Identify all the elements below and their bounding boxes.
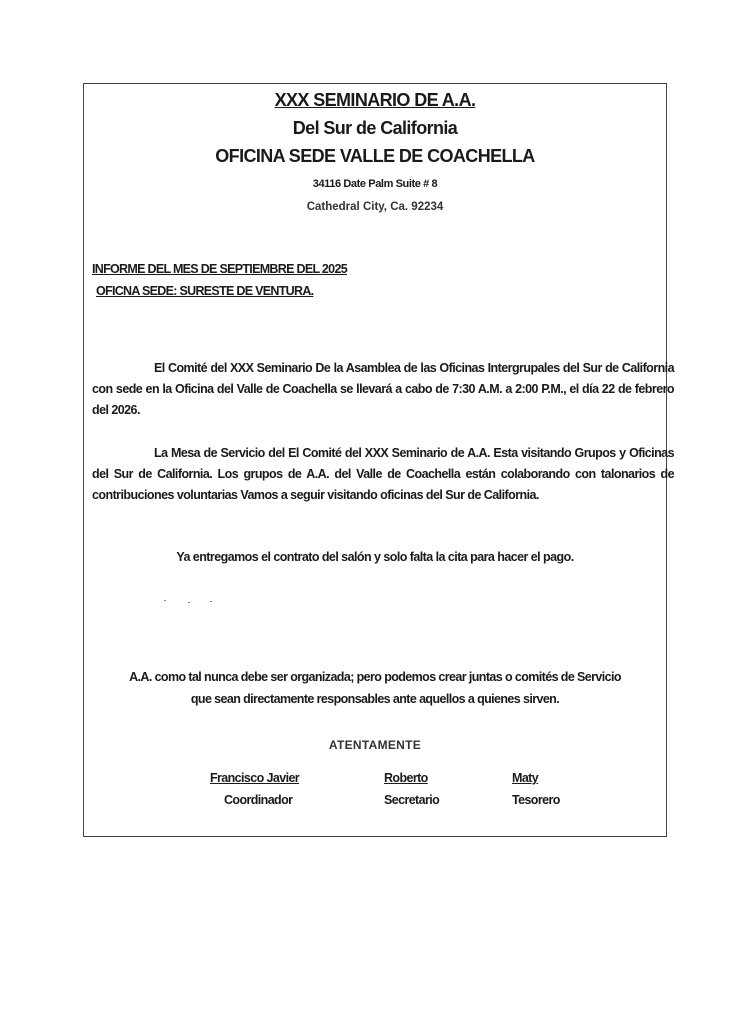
motto-line-2: que sean directamente responsables ante aquellos a quienes sirven. xyxy=(190,692,560,706)
paragraph-3: Ya entregamos el contrato del salón y solo falta la cita para hacer el pago. xyxy=(176,550,574,564)
signature-role: Secretario xyxy=(384,793,440,807)
motto-line-1: A.A. como tal nunca debe ser organizada; pero podemos crear juntas o comités de Servicio xyxy=(129,670,621,684)
header-subtitle: Del Sur de California xyxy=(292,118,458,138)
closing-text: ATENTAMENTE xyxy=(328,738,422,752)
signature-name: Roberto xyxy=(384,771,428,785)
signature-role: Tesorero xyxy=(512,793,560,807)
header-city: Cathedral City, Ca. 92234 xyxy=(306,201,444,213)
header-office: OFICINA SEDE VALLE DE COACHELLA xyxy=(215,146,535,166)
signature-role: Coordinador xyxy=(224,793,293,807)
paragraph-2: La Mesa de Servicio del El Comité del XXX Seminario de A.A. Esta visitando Grupos y Oficinas del Sur de California. Los grupos de A.A. del Valle de Coachella están colaborando con talonarios de contribuciones voluntarias Vamos a seguir visitando oficinas del Sur de California. xyxy=(92,446,674,502)
letter-frame xyxy=(83,83,674,837)
scan-specks xyxy=(160,597,220,609)
report-office: OFICNA SEDE: SURESTE DE VENTURA. xyxy=(96,284,314,298)
signature-name: Maty xyxy=(512,771,539,785)
header-address: 34116 Date Palm Suite # 8 xyxy=(312,178,438,190)
report-title: INFORME DEL MES DE SEPTIEMBRE DEL 2025 xyxy=(92,262,347,276)
signature-name: Francisco Javier xyxy=(210,771,300,785)
paragraph-1: El Comité del XXX Seminario De la Asamblea de las Oficinas Intergrupales del Sur de California con sede en la Oficina del Valle de Coachella se llevará a cabo de 7:30 A.M. a 2:00 P.M., el día 22 de febrero del 2026. xyxy=(92,361,674,417)
header-title: XXX SEMINARIO DE A.A. xyxy=(274,90,476,110)
